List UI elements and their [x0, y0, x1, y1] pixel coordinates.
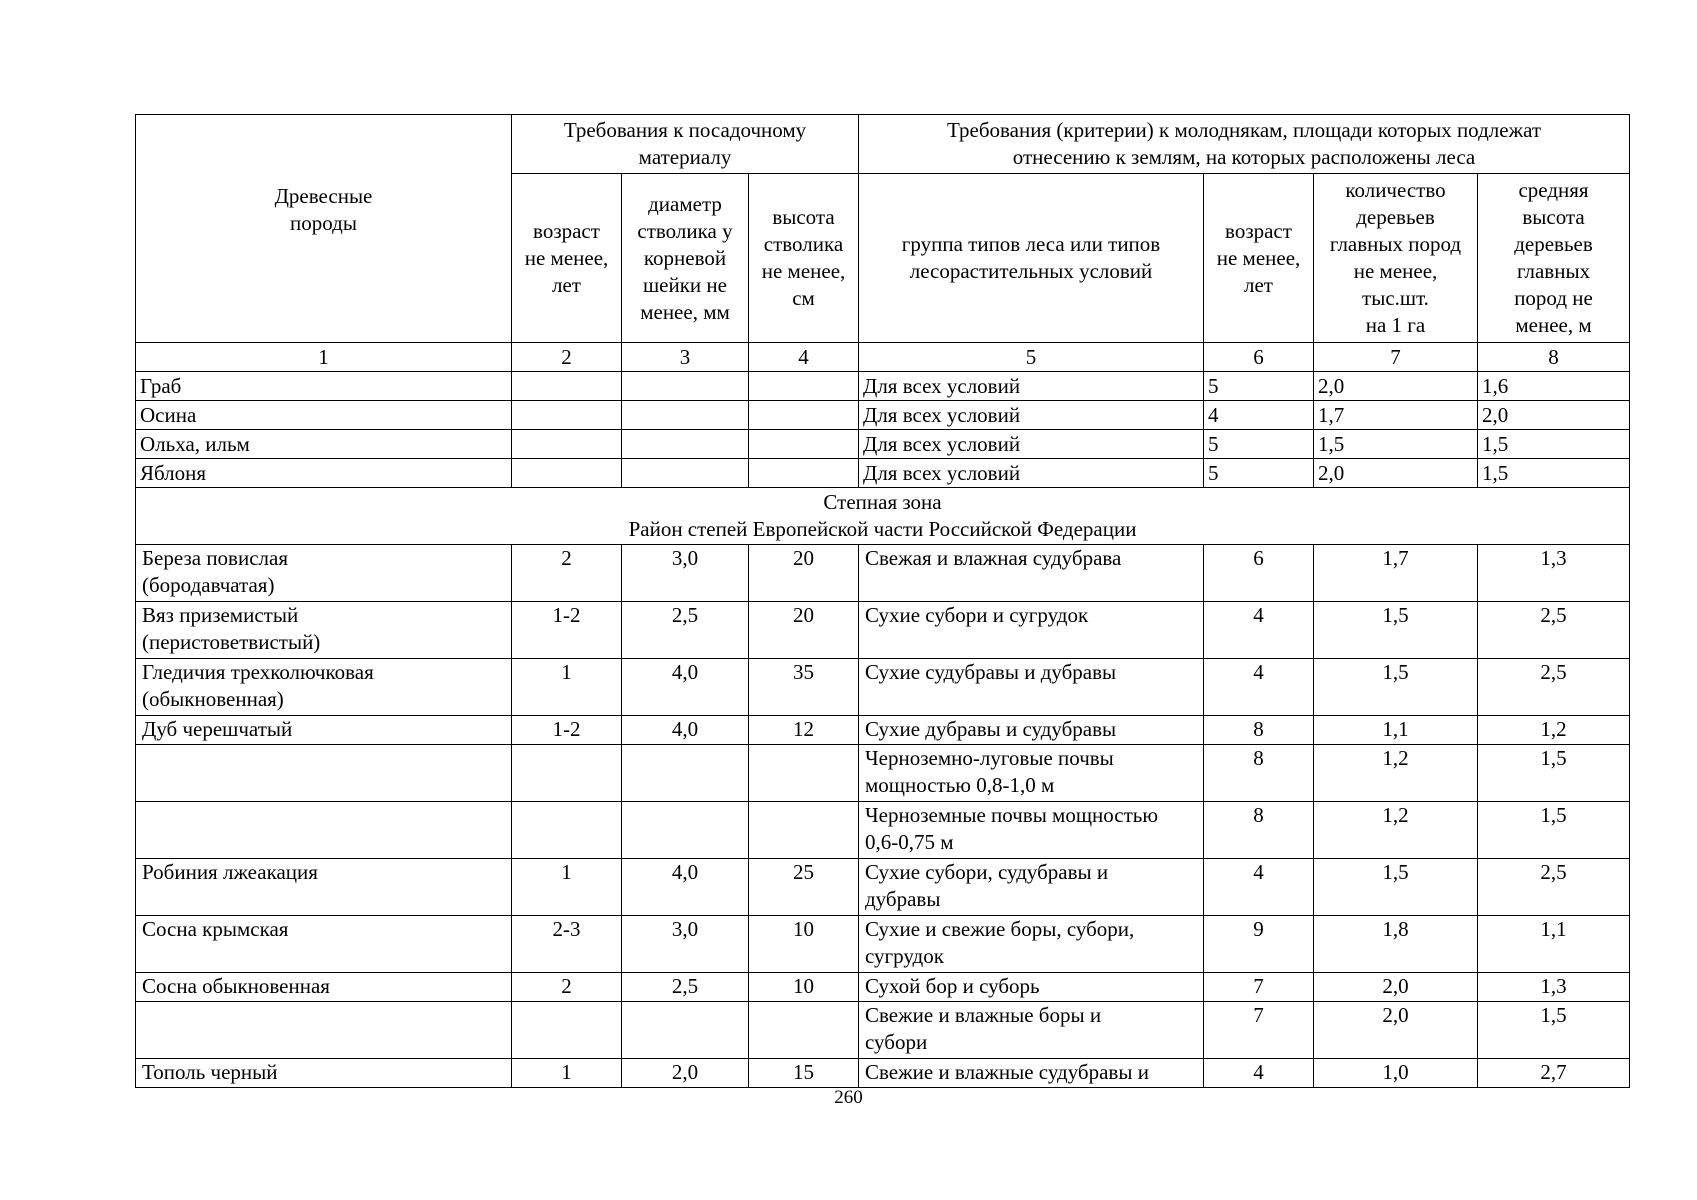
- species-cell: Тополь черный: [136, 1059, 512, 1088]
- table-row: [136, 745, 1630, 802]
- count-cell: 2,0: [1314, 459, 1478, 488]
- column-number: 4: [749, 343, 859, 372]
- count-cell: 1,5: [1314, 859, 1478, 916]
- height-cell: [749, 430, 859, 459]
- age-cell: 1-2: [512, 716, 622, 745]
- header-forest-type: группа типов леса или типов лесорастительных условий: [859, 174, 1204, 343]
- count-cell: 1,7: [1314, 545, 1478, 602]
- header-row-top: [136, 115, 1630, 174]
- diameter-cell: 3,0: [622, 545, 749, 602]
- species-cell: Вяз приземистый (перистоветвистый): [136, 602, 512, 659]
- diameter-cell: 3,0: [622, 916, 749, 973]
- table-row: [136, 802, 1630, 859]
- zone-row: [136, 488, 1630, 545]
- avg-height-cell: 2,5: [1478, 602, 1630, 659]
- table-row: [136, 459, 1630, 488]
- species-cell: [136, 802, 512, 859]
- count-cell: 1,8: [1314, 916, 1478, 973]
- avg-height-cell: 1,6: [1478, 372, 1630, 401]
- avg-height-cell: 1,5: [1478, 802, 1630, 859]
- diameter-cell: [622, 802, 749, 859]
- age-cell: [512, 401, 622, 430]
- height-cell: 15: [749, 1059, 859, 1088]
- condition-cell: Для всех условий: [859, 459, 1204, 488]
- height-cell: 20: [749, 545, 859, 602]
- count-cell: 1,0: [1314, 1059, 1478, 1088]
- young-age-cell: 5: [1204, 459, 1314, 488]
- header-young-age: возраст не менее, лет: [1204, 174, 1314, 343]
- young-age-cell: 5: [1204, 430, 1314, 459]
- header-species: Древесные породы: [136, 115, 512, 343]
- condition-cell: Свежие и влажные судубравы и: [859, 1059, 1204, 1088]
- header-planting-material: Требования к посадочному материалу: [512, 115, 859, 174]
- young-age-cell: 6: [1204, 545, 1314, 602]
- page-number: 260: [834, 1087, 863, 1108]
- table-row: [136, 545, 1630, 602]
- condition-cell: Для всех условий: [859, 372, 1204, 401]
- column-number: 6: [1204, 343, 1314, 372]
- species-cell: Гледичия трехколючковая (обыкновенная): [136, 659, 512, 716]
- age-cell: 2: [512, 973, 622, 1002]
- young-age-cell: 4: [1204, 401, 1314, 430]
- diameter-cell: [622, 430, 749, 459]
- species-cell: Сосна крымская: [136, 916, 512, 973]
- table-row: [136, 430, 1630, 459]
- diameter-cell: 4,0: [622, 716, 749, 745]
- young-age-cell: 5: [1204, 372, 1314, 401]
- diameter-cell: 2,5: [622, 973, 749, 1002]
- young-age-cell: 8: [1204, 745, 1314, 802]
- count-cell: 2,0: [1314, 1002, 1478, 1059]
- species-cell: Осина: [136, 401, 512, 430]
- diameter-cell: [622, 372, 749, 401]
- table-row: [136, 401, 1630, 430]
- condition-cell: Черноземно-луговые почвы мощностью 0,8-1,0 м: [859, 745, 1204, 802]
- age-cell: [512, 745, 622, 802]
- age-cell: [512, 372, 622, 401]
- avg-height-cell: 1,3: [1478, 545, 1630, 602]
- height-cell: 25: [749, 859, 859, 916]
- zone-heading: [136, 488, 1630, 545]
- species-cell: Береза повислая (бородавчатая): [136, 545, 512, 602]
- zone-title: Степная зона: [823, 490, 942, 514]
- column-number: 5: [859, 343, 1204, 372]
- age-cell: 2-3: [512, 916, 622, 973]
- diameter-cell: [622, 459, 749, 488]
- young-age-cell: 7: [1204, 973, 1314, 1002]
- diameter-cell: 2,0: [622, 1059, 749, 1088]
- young-age-cell: 7: [1204, 1002, 1314, 1059]
- header-diameter: диаметр стволика у корневой шейки не менее, мм: [622, 174, 749, 343]
- condition-cell: Свежие и влажные боры и субори: [859, 1002, 1204, 1059]
- condition-cell: Сухой бор и суборь: [859, 973, 1204, 1002]
- header-tree-count: количество деревьев главных пород не менее, тыс.шт. на 1 га: [1314, 174, 1478, 343]
- condition-cell: Черноземные почвы мощностью 0,6-0,75 м: [859, 802, 1204, 859]
- height-cell: [749, 401, 859, 430]
- count-cell: 1,5: [1314, 602, 1478, 659]
- avg-height-cell: 2,0: [1478, 401, 1630, 430]
- avg-height-cell: 1,5: [1478, 430, 1630, 459]
- condition-cell: Сухие и свежие боры, субори, сугрудок: [859, 916, 1204, 973]
- condition-cell: Для всех условий: [859, 430, 1204, 459]
- species-cell: Граб: [136, 372, 512, 401]
- condition-cell: Сухие дубравы и судубравы: [859, 716, 1204, 745]
- height-cell: [749, 802, 859, 859]
- species-cell: Ольха, ильм: [136, 430, 512, 459]
- count-cell: 2,0: [1314, 372, 1478, 401]
- height-cell: [749, 1002, 859, 1059]
- count-cell: 1,7: [1314, 401, 1478, 430]
- avg-height-cell: 1,5: [1478, 1002, 1630, 1059]
- table-row: [136, 372, 1630, 401]
- young-age-cell: 8: [1204, 802, 1314, 859]
- count-cell: 1,5: [1314, 659, 1478, 716]
- column-number: 1: [136, 343, 512, 372]
- height-cell: [749, 745, 859, 802]
- diameter-cell: [622, 745, 749, 802]
- young-age-cell: 9: [1204, 916, 1314, 973]
- count-cell: 1,2: [1314, 802, 1478, 859]
- avg-height-cell: 1,2: [1478, 716, 1630, 745]
- avg-height-cell: 1,5: [1478, 745, 1630, 802]
- avg-height-cell: 2,5: [1478, 659, 1630, 716]
- height-cell: 10: [749, 973, 859, 1002]
- column-number: 7: [1314, 343, 1478, 372]
- height-cell: 20: [749, 602, 859, 659]
- diameter-cell: 4,0: [622, 659, 749, 716]
- table-row: [136, 1059, 1630, 1088]
- count-cell: 1,5: [1314, 430, 1478, 459]
- column-number: 8: [1478, 343, 1630, 372]
- height-cell: [749, 459, 859, 488]
- age-cell: 1-2: [512, 602, 622, 659]
- young-age-cell: 8: [1204, 716, 1314, 745]
- height-cell: [749, 372, 859, 401]
- table-row: [136, 602, 1630, 659]
- condition-cell: Сухие судубравы и дубравы: [859, 659, 1204, 716]
- condition-cell: Сухие субори и сугрудок: [859, 602, 1204, 659]
- condition-cell: Сухие субори, судубравы и дубравы: [859, 859, 1204, 916]
- column-number-row: [136, 343, 1630, 372]
- age-cell: 1: [512, 1059, 622, 1088]
- avg-height-cell: 2,5: [1478, 859, 1630, 916]
- avg-height-cell: 2,7: [1478, 1059, 1630, 1088]
- table-row: [136, 1002, 1630, 1059]
- table-row: [136, 973, 1630, 1002]
- forest-requirements-table: [135, 114, 1630, 1088]
- table-row: [136, 716, 1630, 745]
- young-age-cell: 4: [1204, 602, 1314, 659]
- age-cell: [512, 802, 622, 859]
- header-avg-height: средняя высота деревьев главных пород не менее, м: [1478, 174, 1630, 343]
- condition-cell: Для всех условий: [859, 401, 1204, 430]
- age-cell: [512, 459, 622, 488]
- count-cell: 1,2: [1314, 745, 1478, 802]
- table-row: [136, 916, 1630, 973]
- diameter-cell: 2,5: [622, 602, 749, 659]
- age-cell: 1: [512, 859, 622, 916]
- diameter-cell: [622, 1002, 749, 1059]
- species-cell: Яблоня: [136, 459, 512, 488]
- avg-height-cell: 1,3: [1478, 973, 1630, 1002]
- diameter-cell: 4,0: [622, 859, 749, 916]
- age-cell: [512, 1002, 622, 1059]
- zone-subtitle: Район степей Европейской части Российской Федерации: [628, 517, 1137, 541]
- young-age-cell: 4: [1204, 659, 1314, 716]
- header-age: возраст не менее, лет: [512, 174, 622, 343]
- diameter-cell: [622, 401, 749, 430]
- count-cell: 1,1: [1314, 716, 1478, 745]
- avg-height-cell: 1,1: [1478, 916, 1630, 973]
- species-cell: Сосна обыкновенная: [136, 973, 512, 1002]
- young-age-cell: 4: [1204, 859, 1314, 916]
- column-number: 3: [622, 343, 749, 372]
- age-cell: 1: [512, 659, 622, 716]
- count-cell: 2,0: [1314, 973, 1478, 1002]
- species-cell: [136, 1002, 512, 1059]
- condition-cell: Свежая и влажная судубрава: [859, 545, 1204, 602]
- avg-height-cell: 1,5: [1478, 459, 1630, 488]
- header-height: высота стволика не менее, см: [749, 174, 859, 343]
- height-cell: 35: [749, 659, 859, 716]
- young-age-cell: 4: [1204, 1059, 1314, 1088]
- height-cell: 12: [749, 716, 859, 745]
- age-cell: [512, 430, 622, 459]
- header-young-stands: Требования (критерии) к молоднякам, площади которых подлежат отнесению к землям, на которых расположены леса: [859, 115, 1630, 174]
- species-cell: [136, 745, 512, 802]
- table-row: [136, 659, 1630, 716]
- table-row: [136, 859, 1630, 916]
- column-number: 2: [512, 343, 622, 372]
- species-cell: Робиния лжеакация: [136, 859, 512, 916]
- species-cell: Дуб черешчатый: [136, 716, 512, 745]
- age-cell: 2: [512, 545, 622, 602]
- height-cell: 10: [749, 916, 859, 973]
